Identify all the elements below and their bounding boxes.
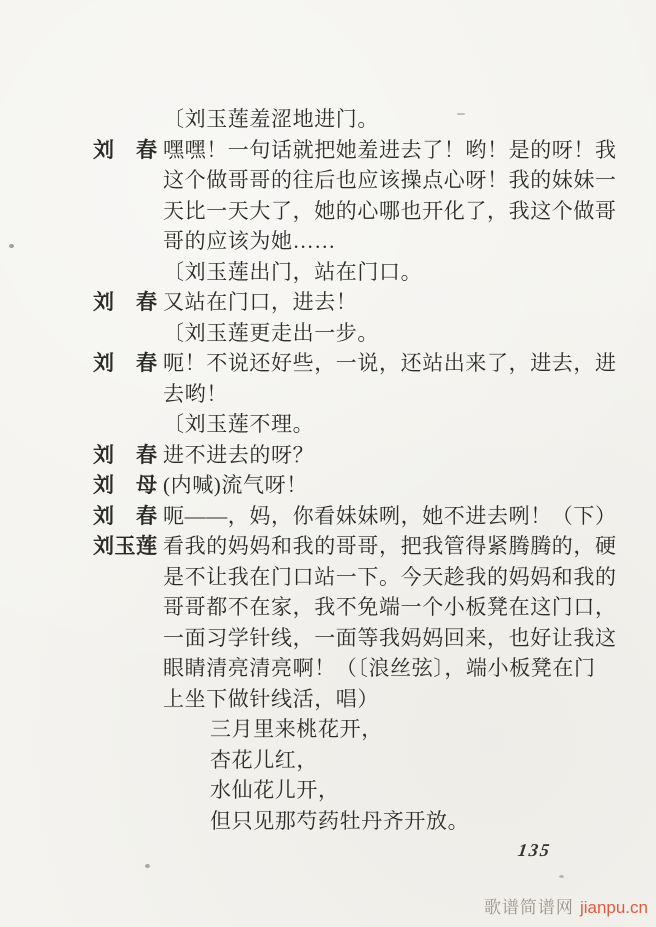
speaker-name: 刘 母 [93, 473, 158, 497]
script-line-speech [93, 531, 656, 562]
script-line-cont [93, 684, 656, 715]
script-line-cont [93, 196, 656, 227]
speaker-name: 刘 春 [93, 137, 158, 162]
line-text: 呃——，妈，你看妹妹咧，她不进去咧！（下） [163, 503, 617, 528]
script-line-cont [93, 653, 656, 684]
script-text-block [0, 104, 656, 836]
line-text: 但只见那芍药牡丹齐开放。 [210, 808, 470, 833]
ink-speck [145, 864, 150, 868]
line-text: (内喊)流气呀！ [163, 473, 308, 497]
line-text: 上坐下做针线活，唱） [163, 686, 379, 711]
watermark [484, 893, 648, 918]
line-text: 看我的妈妈和我的哥哥，把我管得紧腾腾的，硬 [163, 534, 617, 558]
line-text: 杏花儿红， [210, 747, 318, 772]
line-text: 呃！不说还好些，一说，还站出来了，进去，进 [163, 351, 617, 375]
script-line-speech [93, 287, 656, 318]
line-text: 一面习学针线，一面等我妈妈回来，也好让我这 [163, 625, 617, 650]
script-line-cont [93, 623, 656, 654]
script-line-stage [93, 409, 656, 440]
script-line-verse [93, 775, 656, 806]
line-text: 嘿嘿！一句话就把她羞进去了！哟！是的呀！我 [163, 137, 617, 162]
script-line-cont [93, 379, 656, 410]
line-text: 〔刘玉莲出门，站在门口。 [163, 259, 423, 284]
script-line-cont [93, 592, 656, 623]
line-text: 〔刘玉莲更走出一步。 [163, 320, 379, 345]
speaker-name: 刘 春 [93, 351, 158, 375]
speaker-name: 刘 春 [93, 503, 158, 528]
script-line-cont [93, 226, 656, 257]
speaker-name: 刘 春 [93, 290, 158, 314]
ink-speck [457, 113, 465, 115]
script-line-verse [93, 745, 656, 776]
script-line-stage [93, 104, 656, 135]
line-text: 眼睛清亮清亮啊！（〔浪丝弦〕，端小板凳在门 [163, 656, 596, 680]
line-text: 水仙花儿开， [210, 778, 340, 802]
watermark-site-url[interactable]: jianpu.cn [579, 898, 648, 917]
line-text: 天比一天大了，她的心哪也开化了，我这个做哥 [163, 198, 617, 223]
line-text: 哥的应该为她…… [163, 229, 336, 253]
line-text: 哥哥都不在家，我不免端一个小板凳在这门口， [163, 595, 617, 619]
ink-speck [9, 244, 14, 248]
script-line-cont [93, 165, 656, 196]
script-line-verse [93, 806, 656, 837]
line-text: 是不让我在门口站一下。今天趁我的妈妈和我的 [163, 564, 617, 589]
line-text: 三月里来桃花开， [210, 717, 383, 741]
line-text: 〔刘玉莲羞涩地进门。 [163, 107, 379, 131]
page-number: 135 [516, 840, 553, 860]
line-text: 这个做哥哥的往后也应该操点心呀！我的妹妹一 [163, 168, 617, 192]
script-line-cont [93, 562, 656, 593]
script-line-speech [93, 440, 656, 471]
line-text: 去哟！ [163, 381, 228, 406]
line-text: 又站在门口，进去！ [163, 290, 358, 314]
script-line-stage [93, 318, 656, 349]
script-line-speech [93, 348, 656, 379]
script-line-speech [93, 470, 656, 501]
ink-speck [559, 875, 564, 878]
script-line-verse [93, 714, 656, 745]
script-line-stage [93, 257, 656, 288]
speaker-name: 刘玉莲 [93, 534, 158, 558]
speaker-name: 刘 春 [93, 442, 158, 467]
script-line-speech [93, 135, 656, 166]
watermark-site-name: 歌谱简谱网 [483, 898, 574, 917]
line-text: 〔刘玉莲不理。 [163, 412, 315, 436]
script-line-speech [93, 501, 656, 532]
line-text: 进不进去的呀？ [163, 442, 315, 467]
